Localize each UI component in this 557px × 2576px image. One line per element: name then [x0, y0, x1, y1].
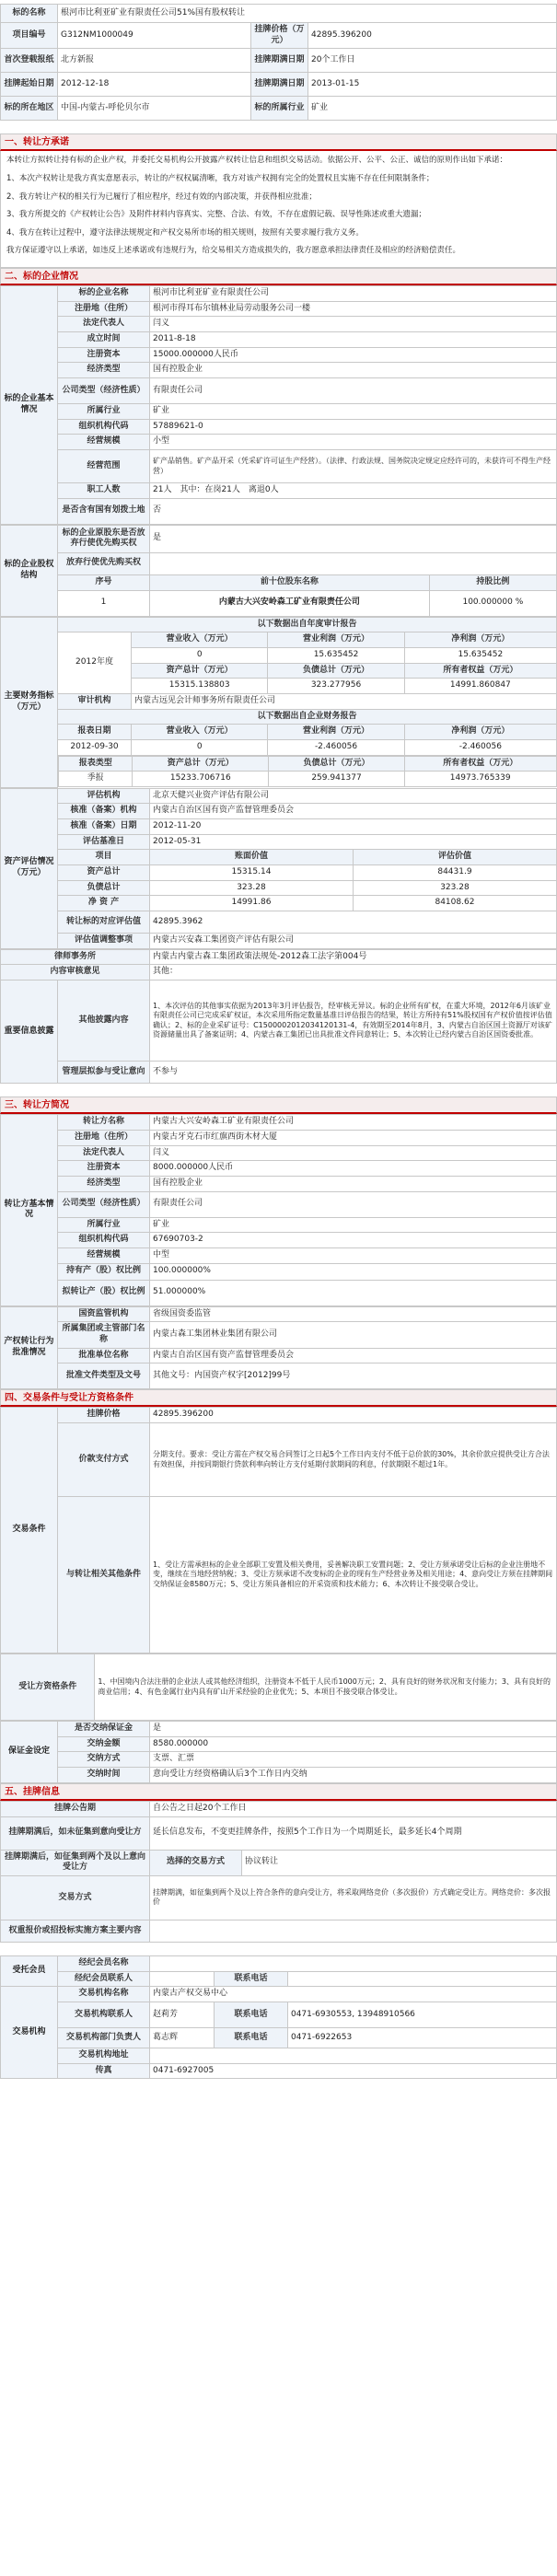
commitment-paragraph: 本转让方拟转让持有标的企业产权，并委托交易机构公开披露产权转让信息和组织交易活动。依据公开、公平、公正、诚信的原则作出如下承诺： — [6, 156, 508, 166]
field-value: 葛志辉 — [150, 2027, 215, 2048]
field-value — [150, 1955, 557, 1971]
field-label: 经纪会员联系人 — [58, 1971, 150, 1987]
field-label: 拟转让产（股）权比例 — [58, 1280, 150, 1305]
table-cell: 14973.765339 — [404, 772, 556, 787]
section-transferor-commitment — [0, 133, 557, 268]
field-value: 内蒙古自治区国有资产监督管理委员会 — [150, 804, 557, 819]
deposit-table — [0, 1721, 557, 1783]
field-value: 不参与 — [150, 1062, 557, 1084]
column-header: 净利润（万元） — [404, 725, 556, 740]
field-value: 1、受让方需承担标的企业全部职工安置及相关费用，妥善解决职工安置问题；2、受让方须承诺受让后标的企业注册地不变，继续在当地经营纳税；3、受让方须承诺不改变标的企业的现有生产经营业务及相关用途；4、意向受让方须在挂牌期间交纳保证金8580万元；5、受让方须具备相应的开采资质和技术能力；6、本次转让不接受联合受让。 — [150, 1497, 557, 1654]
column-header: 持股比例 — [429, 574, 556, 590]
field-value: 0471-6922653 — [287, 2027, 556, 2048]
field-value: 1、中国境内合法注册的企业法人或其他经济组织，注册资本不低于人民币1000万元；2、具有良好的财务状况和支付能力；3、具有良好的商业信用；4、有色金属行业内具有矿山开采经验的企业优先；5、本项目不接受联合体受让。 — [95, 1654, 557, 1721]
field-value: 闫义 — [150, 317, 557, 332]
subsection-title: 以下数据出自企业财务报告 — [58, 709, 557, 725]
value-end-date: 2013-01-15 — [308, 73, 557, 97]
field-label: 交易机构地址 — [58, 2048, 150, 2063]
commitment-paragraph: 2、我方转让产权的相关行为已履行了相应程序，经过有效的内部决策，并获得相应批准； — [6, 191, 317, 202]
column-header: 账面价值 — [150, 850, 354, 865]
field-label: 经纪会员名称 — [58, 1955, 150, 1971]
field-value: 延长信息发布，不变更挂牌条件，按照5个工作日为一个周期延长，最多延长4个周期 — [150, 1816, 557, 1850]
commitment-paragraph: 我方保证遵守以上承诺，如违反上述承诺或有违规行为，给交易相关方造成损失的，我方愿意承担法律责任及相应的经济赔偿责任。 — [6, 246, 461, 256]
value-industry: 矿业 — [308, 97, 557, 121]
commitment-paragraph: 4、我方在转让过程中，遵守法律法规规定和产权交易所市场的相关规则，按照有关要求履行我方义务。 — [6, 227, 364, 238]
field-value: 内蒙古产权交易中心 — [150, 1987, 557, 2002]
commitment-text — [0, 151, 557, 268]
field-value: 其他文号：内国资产权字[2012]99号 — [150, 1363, 557, 1389]
field-label: 经营规模 — [58, 435, 150, 450]
field-value: 21人 其中：在岗21人 离退0人 — [150, 483, 557, 499]
field-label: 传真 — [58, 2063, 150, 2079]
field-label: 注册地（住所） — [58, 301, 150, 317]
field-label: 挂牌期满后，如征集到两个及以上意向受让方 — [1, 1850, 150, 1875]
field-value: 是 — [150, 1722, 557, 1737]
field-value: 8000.000000人民币 — [150, 1161, 557, 1177]
field-label: 交易机构部门负责人 — [58, 2027, 150, 2048]
field-label: 批准文件类型及文号 — [58, 1363, 150, 1389]
table-cell: -2.460056 — [268, 740, 404, 756]
field-label: 转让方名称 — [58, 1115, 150, 1131]
field-value: 中型 — [150, 1247, 557, 1263]
field-value: 是 — [150, 525, 557, 552]
field-label: 内容审核意见 — [1, 965, 150, 981]
field-value: 2012-11-20 — [150, 818, 557, 834]
section-title: 二、标的企业情况 — [0, 269, 557, 285]
label-region: 标的所在地区 — [1, 97, 58, 121]
table-cell: 323.28 — [353, 880, 556, 896]
field-value: 否 — [150, 498, 557, 524]
value-target-name: 根河市比利亚矿业有限责任公司51%国有股权转让 — [58, 5, 557, 23]
field-value — [287, 1971, 556, 1987]
field-label: 法定代表人 — [58, 317, 150, 332]
value-newspaper: 北方新报 — [58, 49, 251, 73]
field-label: 联系电话 — [214, 2027, 287, 2048]
equity-structure-table — [0, 525, 557, 617]
field-label: 组织机构代码 — [58, 419, 150, 435]
field-label: 其他披露内容 — [58, 981, 150, 1062]
section-title: 一、转让方承诺 — [0, 134, 557, 151]
field-label: 经济类型 — [58, 363, 150, 378]
field-label: 经营范围 — [58, 450, 150, 483]
field-label: 交纳时间 — [58, 1768, 150, 1783]
field-value: 根河市得耳布尔镇林业局劳动服务公司一楼 — [150, 301, 557, 317]
field-label: 所属行业 — [58, 1217, 150, 1233]
label-target-name: 标的名称 — [1, 5, 58, 23]
field-label: 注册地（住所） — [58, 1130, 150, 1145]
field-value: 分期支付。要求：受让方需在产权交易合同签订之日起5个工作日内支付不低于总价款的30%，其余价款应提供受让方合法有效担保，并按同期银行贷款利率向转让方支付延期付款期间的利息，付款期限不超过1年。 — [150, 1423, 557, 1497]
field-value: 意向受让方经资格确认后3个工作日内交纳 — [150, 1768, 557, 1783]
label-end-date: 挂牌期满日期 — [251, 73, 308, 97]
group-label-deposit: 保证金设定 — [1, 1722, 58, 1783]
field-value: 8580.000000 — [150, 1736, 557, 1752]
field-value: 2011-8-18 — [150, 332, 557, 348]
section-title: 四、交易条件与受让方资格条件 — [0, 1390, 557, 1407]
column-header: 所有者权益（万元） — [404, 756, 556, 772]
column-header: 负债总计（万元） — [269, 756, 405, 772]
field-label: 交易方式 — [1, 1875, 150, 1920]
group-label-equity: 标的企业股权结构 — [1, 525, 58, 616]
field-value: 支票、汇票 — [150, 1752, 557, 1768]
table-cell: -2.460056 — [404, 740, 556, 756]
label-project-no: 项目编号 — [1, 23, 58, 49]
field-label: 经济类型 — [58, 1176, 150, 1191]
table-cell: 净 资 产 — [58, 896, 150, 911]
field-label: 选择的交易方式 — [150, 1850, 242, 1875]
field-label: 核准（备案）机构 — [58, 804, 150, 819]
field-label: 标的企业名称 — [58, 285, 150, 301]
field-value: 有限责任公司 — [150, 1191, 557, 1217]
field-label: 评估基准日 — [58, 834, 150, 850]
field-label: 联系电话 — [214, 2002, 287, 2027]
field-label: 是否含有国有划拨土地 — [58, 498, 150, 524]
field-label: 职工人数 — [58, 483, 150, 499]
field-value: 省级国资委监管 — [150, 1306, 557, 1322]
group-label-transferor: 转让方基本情况 — [1, 1115, 58, 1306]
disclosure-table — [0, 949, 557, 1084]
qualification-table — [0, 1654, 557, 1721]
column-header: 资产总计（万元） — [133, 756, 269, 772]
field-label: 法定代表人 — [58, 1145, 150, 1161]
field-label: 联系电话 — [214, 1971, 287, 1987]
field-label: 评估机构 — [58, 788, 150, 804]
field-label: 公司类型（经济性质） — [58, 378, 150, 404]
table-cell: 100.000000 % — [429, 590, 556, 616]
column-header: 资产总计（万元） — [132, 663, 268, 679]
column-header: 项目 — [58, 850, 150, 865]
field-label: 律师事务所 — [1, 949, 150, 965]
section-target-enterprise — [0, 268, 557, 1084]
column-header: 报表类型 — [59, 756, 133, 772]
table-cell: 84431.9 — [353, 865, 556, 881]
field-label: 成立时间 — [58, 332, 150, 348]
field-value: 矿业 — [150, 1217, 557, 1233]
field-label: 挂牌价格 — [58, 1408, 150, 1423]
listing-info-table — [0, 1801, 557, 1943]
field-label: 是否交纳保证金 — [58, 1722, 150, 1737]
table-cell: 资产总计 — [58, 865, 150, 881]
label-newspaper: 首次登载报纸 — [1, 49, 58, 73]
table-cell: 2012-09-30 — [58, 740, 132, 756]
field-label: 管理层拟参与受让意向 — [58, 1062, 150, 1084]
field-label: 标的企业原股东是否放弃行使优先购买权 — [58, 525, 150, 552]
column-header: 营业利润（万元） — [268, 725, 404, 740]
field-label: 价款支付方式 — [58, 1423, 150, 1497]
table-cell: 15.635452 — [404, 647, 556, 663]
column-header: 负债总计（万元） — [268, 663, 404, 679]
field-label: 组织机构代码 — [58, 1233, 150, 1248]
table-cell: 15315.138803 — [132, 679, 268, 694]
field-value: 其他： — [150, 965, 557, 981]
field-value: 矿产品销售。矿产品开采（凭采矿许可证生产经营）。（法律、行政法规、国务院决定规定应经许可的，未获许可不得生产经营） — [150, 450, 557, 483]
field-value: 15000.000000人民币 — [150, 347, 557, 363]
transferor-table — [0, 1114, 557, 1306]
field-value: 67690703-2 — [150, 1233, 557, 1248]
field-label: 交纳方式 — [58, 1752, 150, 1768]
field-label: 交纳金额 — [58, 1736, 150, 1752]
column-header: 报表日期 — [58, 725, 132, 740]
group-label-approval: 产权转让行为批准情况 — [1, 1306, 58, 1389]
field-label: 所属行业 — [58, 404, 150, 420]
commitment-paragraph: 1、本次产权转让是我方真实意愿表示，转让的产权权属清晰，我方对该产权拥有完全的处置权且实施不存在任何限制条件； — [6, 173, 435, 183]
field-value: 小型 — [150, 435, 557, 450]
field-label: 公司类型（经济性质） — [58, 1191, 150, 1217]
column-header: 营业利润（万元） — [268, 632, 404, 648]
field-value: 57889621-0 — [150, 419, 557, 435]
value-start-date: 2012-12-18 — [58, 73, 251, 97]
table-cell: 323.277956 — [268, 679, 404, 694]
field-value: 矿业 — [150, 404, 557, 420]
field-value: 协议转让 — [242, 1850, 557, 1875]
field-value: 挂牌期满，如征集到两个及以上符合条件的意向受让方，将采取网络竞价（多次报价）方式确定受让方。网络竞价：多次报价 — [150, 1875, 557, 1920]
value-period: 20个工作日 — [308, 49, 557, 73]
group-label-important: 重要信息披露 — [1, 981, 58, 1084]
asset-evaluation-table — [0, 788, 557, 949]
section-title: 三、转让方简况 — [0, 1097, 557, 1114]
section-trade-conditions — [0, 1389, 557, 1782]
field-value — [150, 1920, 557, 1942]
table-cell: 内蒙古大兴安岭森工矿业有限责任公司 — [150, 590, 430, 616]
field-value: 51.000000% — [150, 1280, 557, 1305]
field-value: 内蒙古内蒙古森工集团政策法规处-2012森工法字第004号 — [150, 949, 557, 965]
field-label: 交易机构联系人 — [58, 2002, 150, 2027]
field-value: 内蒙古兴安森工集团资产评估有限公司 — [150, 934, 557, 949]
field-value — [150, 552, 557, 574]
field-value: 赵莉芳 — [150, 2002, 215, 2027]
commitment-paragraph: 3、我方所提交的《产权转让公告》及附件材料内容真实、完整、合法、有效，不存在虚假记载、误导性陈述或重大遗漏； — [6, 210, 426, 220]
field-label: 审计机构 — [58, 693, 132, 709]
field-label: 所属集团或主管部门名称 — [58, 1322, 150, 1348]
value-listing-price: 42895.396200 — [308, 23, 557, 49]
field-value: 自公告之日起20个工作日 — [150, 1801, 557, 1816]
section-transferor — [0, 1097, 557, 1389]
section-listing-info — [0, 1783, 557, 1943]
column-header: 评估价值 — [353, 850, 556, 865]
label-start-date: 挂牌起始日期 — [1, 73, 58, 97]
field-label: 挂牌公告期 — [1, 1801, 150, 1816]
field-value: 0471-6930553, 13948910566 — [287, 2002, 556, 2027]
field-value: 有限责任公司 — [150, 378, 557, 404]
project-summary-table — [0, 4, 557, 121]
financial-table — [0, 617, 557, 788]
field-value: 内蒙古自治区国有资产监督管理委员会 — [150, 1348, 557, 1363]
field-value: 42895.396200 — [150, 1408, 557, 1423]
field-label: 权重报价或招投标实施方案主要内容 — [1, 1920, 150, 1942]
field-label: 受让方资格条件 — [1, 1654, 95, 1721]
field-value: 内蒙古牙克石市红旗西街木材大厦 — [150, 1130, 557, 1145]
table-cell: 259.941377 — [269, 772, 405, 787]
target-basic-table — [0, 285, 557, 525]
field-label: 注册资本 — [58, 347, 150, 363]
label-listing-price: 挂牌价格（万元） — [251, 23, 308, 49]
group-label-basic: 标的企业基本情况 — [1, 285, 58, 524]
field-value: 1、本次评估的其他事实依据为2013年3月评估报告，经审核无异议。标的企业所有矿权，在重大环境，2012年6月该矿业有限责任公司已完成采矿权证，本次采用所指定数量基准日评估报告的结果，转让方所持有51%股权国有产权价值按评估值确认；2、标的企业采矿证号：C1500002012034120131-4，有效期至2014年8月，3、内蒙古自治区国土资源厅对该矿资源储量出具了备案证明；4、内蒙古森工集团已出具批准文件同意转让；5、本次转让已经内蒙古自治区国资委批准。 — [150, 981, 557, 1062]
field-value: 2012-05-31 — [150, 834, 557, 850]
field-label: 挂牌期满后，如未征集到意向受让方 — [1, 1816, 150, 1850]
group-label-trade: 交易条件 — [1, 1408, 58, 1654]
field-label: 国资监管机构 — [58, 1306, 150, 1322]
field-value — [150, 1971, 215, 1987]
table-cell: 15.635452 — [268, 647, 404, 663]
field-value: 内蒙古远见会计师事务所有限责任公司 — [132, 693, 557, 709]
group-label-financial: 主要财务指标（万元） — [1, 617, 58, 787]
section-title: 五、挂牌信息 — [0, 1784, 557, 1801]
table-cell: 季报 — [59, 772, 133, 787]
table-cell: 0 — [132, 740, 268, 756]
table-cell: 14991.860847 — [404, 679, 556, 694]
table-cell: 负债总计 — [58, 880, 150, 896]
field-value: 根河市比利亚矿业有限责任公司 — [150, 285, 557, 301]
field-value — [150, 2048, 557, 2063]
field-value: 42895.3962 — [150, 911, 557, 934]
table-cell: 323.28 — [150, 880, 354, 896]
audit-year: 2012年度 — [58, 632, 132, 694]
approval-table — [0, 1306, 557, 1390]
field-value: 闫义 — [150, 1145, 557, 1161]
field-value: 国有控股企业 — [150, 363, 557, 378]
field-label: 与转让相关其他条件 — [58, 1497, 150, 1654]
field-value: 内蒙古大兴安岭森工矿业有限责任公司 — [150, 1115, 557, 1131]
column-header: 营业收入（万元） — [132, 725, 268, 740]
value-project-no: G312NM1000049 — [58, 23, 251, 49]
column-header: 所有者权益（万元） — [404, 663, 556, 679]
column-header: 前十位股东名称 — [150, 574, 430, 590]
field-label: 核准（备案）日期 — [58, 818, 150, 834]
field-value: 国有控股企业 — [150, 1176, 557, 1191]
table-cell: 15315.14 — [150, 865, 354, 881]
table-cell: 84108.62 — [353, 896, 556, 911]
field-label: 评估值调整事项 — [58, 934, 150, 949]
column-header: 序号 — [58, 574, 150, 590]
group-label-org: 交易机构 — [1, 1987, 58, 2079]
value-region: 中国-内蒙古-呼伦贝尔市 — [58, 97, 251, 121]
table-cell: 15233.706716 — [133, 772, 269, 787]
field-value: 100.000000% — [150, 1263, 557, 1280]
label-period: 挂牌期满日期 — [251, 49, 308, 73]
group-label-evaluation: 资产评估情况（万元） — [1, 788, 58, 948]
field-label: 持有产（股）权比例 — [58, 1263, 150, 1280]
field-value: 内蒙古森工集团林业集团有限公司 — [150, 1322, 557, 1348]
field-value: 北京天健兴业资产评估有限公司 — [150, 788, 557, 804]
group-label-member: 受托会员 — [1, 1955, 58, 1986]
field-label: 注册资本 — [58, 1161, 150, 1177]
field-label: 交易机构名称 — [58, 1987, 150, 2002]
table-cell: 1 — [58, 590, 150, 616]
column-header: 净利润（万元） — [404, 632, 556, 648]
field-value: 0471-6927005 — [150, 2063, 557, 2079]
column-header: 营业收入（万元） — [132, 632, 268, 648]
label-industry: 标的所属行业 — [251, 97, 308, 121]
field-label: 经营规模 — [58, 1247, 150, 1263]
field-label: 放弃行使优先购买权 — [58, 552, 150, 574]
field-label: 转让标的对应评估值 — [58, 911, 150, 934]
table-cell: 14991.86 — [150, 896, 354, 911]
contact-table — [0, 1955, 557, 2079]
table-cell: 0 — [132, 647, 268, 663]
trade-conditions-table — [0, 1407, 557, 1654]
subsection-title: 以下数据出自年度审计报告 — [58, 617, 557, 632]
field-label: 批准单位名称 — [58, 1348, 150, 1363]
